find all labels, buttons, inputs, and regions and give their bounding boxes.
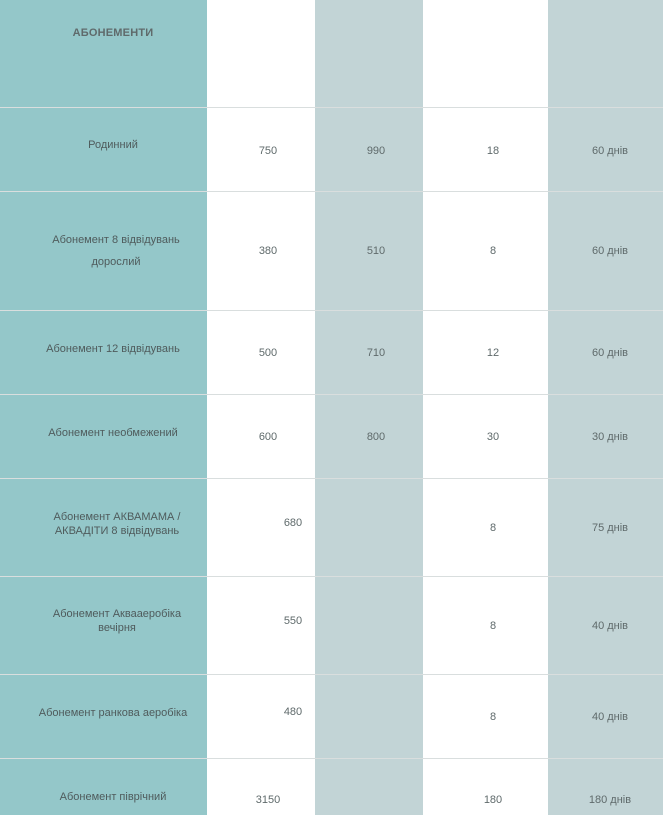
row-name: Абонемент піврічний (59, 791, 167, 803)
row-value-4: 60 днів (591, 145, 629, 157)
row-name: Абонемент ранкова аеробіка (38, 707, 188, 719)
row-value-2 (315, 759, 437, 815)
row-value-1: 500 (258, 346, 278, 359)
row-value-4: 40 днів (591, 619, 629, 632)
row-value-4: 60 днів (591, 346, 629, 359)
row-name: Родинний (88, 139, 138, 151)
row-name: Абонемент Аквааеробіка вечірня (52, 608, 182, 634)
table-row (0, 108, 663, 191)
table-row (0, 479, 663, 576)
row-value-4: 30 днів (591, 430, 629, 443)
row-value-3: 30 (486, 430, 500, 443)
row-value-2 (315, 479, 437, 576)
row-value-1: 480 (283, 706, 303, 718)
row-value-1: 3150 (255, 794, 281, 806)
row-value-4: 60 днів (591, 245, 629, 257)
row-value-1: 750 (258, 145, 278, 157)
row-value-2 (315, 675, 437, 758)
row-value-3: 12 (486, 346, 500, 359)
row-value-2: 510 (366, 245, 386, 257)
row-value-2: 710 (366, 346, 386, 359)
row-value-2: 990 (366, 145, 386, 157)
row-value-2: 800 (366, 430, 386, 443)
row-value-1: 680 (283, 517, 303, 529)
row-value-1: 600 (258, 430, 278, 443)
table-row (0, 759, 663, 815)
row-value-1: 380 (258, 245, 278, 257)
table-row (0, 675, 663, 758)
row-value-1: 550 (283, 615, 303, 627)
row-name: Абонемент 12 відвідувань (46, 343, 180, 355)
row-value-4: 75 днів (591, 521, 629, 534)
row-value-3: 8 (489, 710, 497, 723)
row-value-3: 8 (489, 245, 497, 257)
row-value-3: 8 (489, 619, 497, 632)
row-value-4: 40 днів (591, 710, 629, 723)
row-value-3: 180 (483, 794, 503, 806)
row-value-3: 8 (489, 521, 497, 534)
row-value-4: 180 днів (588, 794, 632, 806)
table-row (0, 192, 663, 310)
table-row (0, 577, 663, 674)
row-name: Абонемент необмежений (48, 427, 178, 439)
table-row (0, 395, 663, 478)
row-name: Абонемент 8 відвідувань дорослий (52, 234, 180, 268)
row-value-3: 18 (486, 145, 500, 157)
row-value-2 (315, 577, 437, 674)
row-name: Абонемент АКВАМАМА / АКВАДІТИ 8 відвідувань (53, 511, 181, 537)
table-header-title: АБОНЕМЕНТИ (72, 27, 154, 39)
table-row (0, 311, 663, 394)
